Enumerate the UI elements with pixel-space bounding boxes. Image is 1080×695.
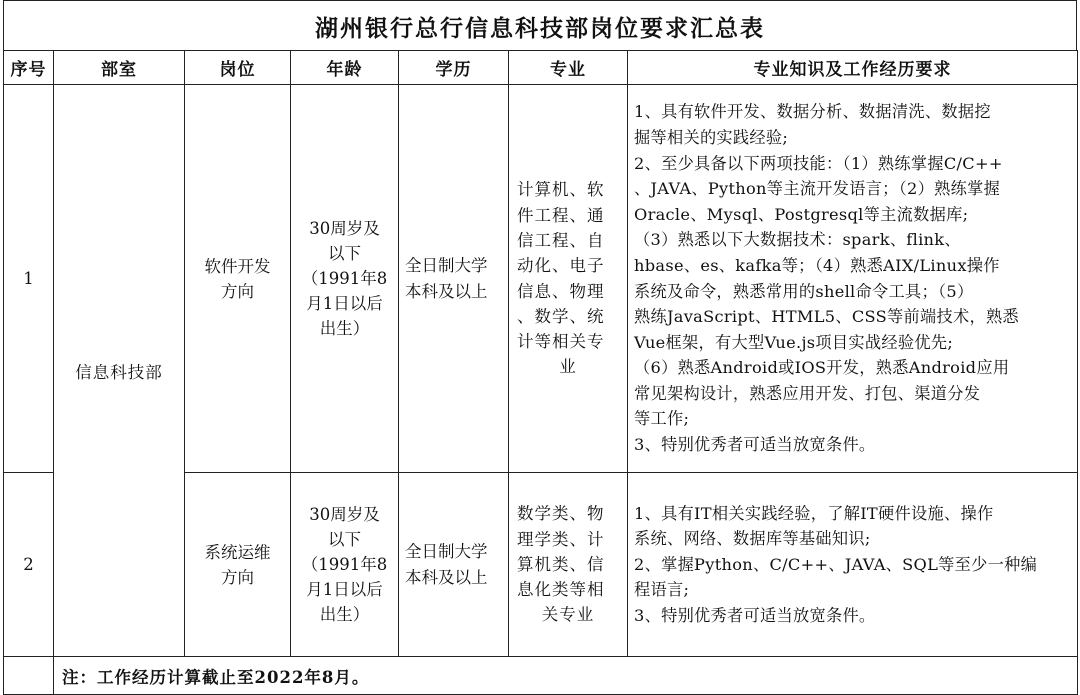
document-sheet [3, 0, 1077, 695]
age-cell: 30周岁及 以下 （1991年8 月1日以后 出生） [291, 473, 399, 657]
education-cell: 全日制大学 本科及以上 [399, 85, 509, 473]
major-cell: 计算机、软 件工程、通 信工程、自 动化、电子 信息、物理 、数学、统 计等相关专 业 [509, 85, 628, 473]
header-age: 年龄 [291, 51, 399, 85]
requirements-table [3, 50, 1078, 695]
header-education: 学历 [399, 51, 509, 85]
table-title: 湖州银行总行信息科技部岗位要求汇总表 [3, 0, 1077, 51]
header-requirements: 专业知识及工作经历要求 [628, 51, 1078, 85]
note-row [4, 657, 1078, 695]
header-department: 部室 [54, 51, 185, 85]
header-major: 专业 [509, 51, 628, 85]
footnote: 注：工作经历计算截止至2022年8月。 [54, 657, 1078, 695]
table-row [4, 85, 1078, 473]
position-cell: 系统运维 方向 [185, 473, 291, 657]
row-number: 1 [4, 85, 54, 473]
header-no: 序号 [4, 51, 54, 85]
position-cell: 软件开发 方向 [185, 85, 291, 473]
row-number: 2 [4, 473, 54, 657]
header-position: 岗位 [185, 51, 291, 85]
requirements-cell: 1、具有软件开发、数据分析、数据清洗、数据挖 掘等相关的实践经验; 2、至少具备以下两项技能：（1）熟练掌握C/C++ 、JAVA、Python等主流开发语言；（2）熟练掌握 Oracle、Mysql、Postgresql等主流数据库; （3）熟悉以下大数据技术：spark、flink、 hbase、es、kafka等；（4）熟悉AIX/Linux操作 系统及命令，熟悉常用的shell命令工具；（5） 熟练JavaScript、HTML5、CSS等前端技术，熟悉 Vue框架，有大型Vue.js项目实战经验优先; （6）熟悉Android或IOS开发，熟悉Android应用 常见架构设计，熟悉应用开发、打包、渠道分发 等工作; 3、特别优秀者可适当放宽条件。 [628, 85, 1078, 473]
education-cell: 全日制大学 本科及以上 [399, 473, 509, 657]
department-cell: 信息科技部 [54, 85, 185, 657]
header-row [4, 51, 1078, 85]
age-cell: 30周岁及 以下 （1991年8 月1日以后 出生） [291, 85, 399, 473]
major-cell: 数学类、物 理学类、计 算机类、信 息化类等相 关专业 [509, 473, 628, 657]
requirements-cell: 1、具有IT相关实践经验，了解IT硬件设施、操作 系统、网络、数据库等基础知识; 2、掌握Python、C/C++、JAVA、SQL等至少一种编 程语言; 3、特别优秀者可适当放宽条件。 [628, 473, 1078, 657]
